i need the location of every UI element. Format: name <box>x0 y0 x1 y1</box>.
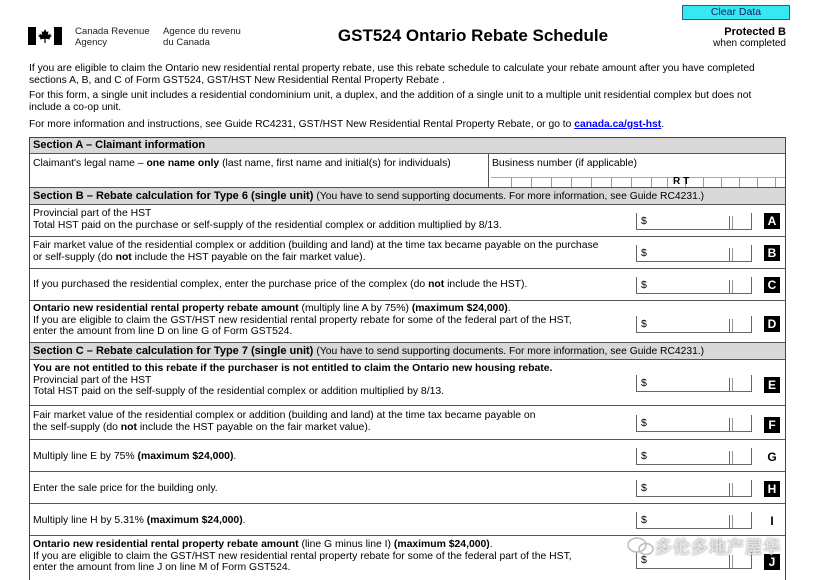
intro-paragraph-1: If you are eligible to claim the Ontario new residential rental property rebate, use this rebate schedule to calculate your rebate amount after you have completed sections A, B, and C of Form GST524, GST/HST New Residential Rental Property Rebate . <box>29 63 755 86</box>
canada-flag-icon <box>28 27 62 45</box>
line-c-input[interactable]: $ <box>636 277 752 294</box>
line-b-marker: B <box>764 245 780 261</box>
line-f-label: Fair market value of the residential complex or addition (building and land) at the time tax became payable on the self-supply (do not include the HST payable on the fair market value). <box>33 410 536 433</box>
line-c-row <box>30 269 786 301</box>
line-d-label: Ontario new residential rental property rebate amount (multiply line A by 75%) (maximum $24,000). If you are eligible to claim the GST/HST new residential rental property rebate for some of the federal part of the HST, enter the amount from line D on line G of Form GST524. <box>33 303 572 338</box>
protected-label: Protected B when completed <box>713 26 786 49</box>
claimant-name-label: Claimant's legal name – one name only (last name, first name and initial(s) for individuals) <box>33 158 451 169</box>
section-b-header: Section B – Rebate calculation for Type 6 (single unit) (You have to send supporting documents. For more information, see Guide RC4231.) <box>30 188 786 205</box>
line-a-marker: A <box>764 213 780 229</box>
line-g-row <box>30 440 786 472</box>
form-title: GST524 Ontario Rebate Schedule <box>337 26 609 45</box>
line-b-input[interactable]: $ <box>636 245 752 262</box>
line-g-input[interactable]: $ <box>636 448 752 465</box>
line-h-label: Enter the sale price for the building only. <box>33 483 218 494</box>
line-a-input[interactable]: $ <box>636 213 752 230</box>
business-number-label: Business number (if applicable) <box>492 158 637 169</box>
clear-data-button[interactable]: Clear Data <box>682 5 790 20</box>
line-c-label: If you purchased the residential complex, enter the purchase price of the complex (do not include the HST). <box>33 279 528 290</box>
line-e-row <box>30 360 786 406</box>
line-e-label: You are not entitled to this rebate if the purchaser is not entitled to claim the Ontario new housing rebate. Provincial part of the HST Total HST paid on the self-supply of the residential complex or addition multiplied by 8/13. <box>33 363 553 398</box>
agency-name-fr: Agence du revenu du Canada <box>163 26 241 48</box>
line-d-marker: D <box>764 316 780 332</box>
claimant-row <box>30 154 786 188</box>
section-a-header: Section A – Claimant information <box>30 138 786 154</box>
line-h-marker: H <box>764 481 780 497</box>
line-j-input[interactable]: $ <box>636 552 752 569</box>
agency-name-en: Canada Revenue Agency <box>75 26 150 48</box>
line-i-row <box>30 504 786 536</box>
watermark-text: 多伦多地产屋华 <box>655 538 781 557</box>
rt-label: RT <box>673 176 693 187</box>
line-e-marker: E <box>764 377 780 393</box>
intro-paragraph-3: For more information and instructions, see Guide RC4231, GST/HST New Residential Rental Property Rebate, or go to canada.ca/gst-hst. <box>29 119 665 130</box>
business-number-input[interactable] <box>491 177 786 186</box>
line-h-row <box>30 472 786 504</box>
line-g-marker: G <box>767 450 777 464</box>
line-i-marker: I <box>770 514 774 528</box>
line-b-row <box>30 237 786 269</box>
line-d-row <box>30 301 786 343</box>
line-f-input[interactable]: $ <box>636 415 752 432</box>
line-h-input[interactable]: $ <box>636 480 752 497</box>
line-j-marker: J <box>764 554 780 570</box>
line-e-input[interactable]: $ <box>636 375 752 392</box>
line-i-input[interactable]: $ <box>636 512 752 529</box>
line-i-label: Multiply line H by 5.31% (maximum $24,000). <box>33 515 246 526</box>
line-j-label: Ontario new residential rental property rebate amount (line G minus line I) (maximum $24,000). If you are eligible to claim the GST/HST new residential rental property rebate for some of the federal part of the HST, enter the amount from line J on line M of Form GST524. <box>33 539 572 574</box>
section-c-header: Section C – Rebate calculation for Type 7 (single unit) (You have to send supporting documents. For more information, see Guide RC4231.) <box>30 343 786 360</box>
line-g-label: Multiply line E by 75% (maximum $24,000). <box>33 451 237 462</box>
line-f-marker: F <box>764 417 780 433</box>
canada-ca-link[interactable]: canada.ca/gst-hst <box>574 119 662 130</box>
line-a-label: Provincial part of the HST Total HST paid on the purchase or self-supply of the residential complex or addition multiplied by 8/13. <box>33 208 502 231</box>
intro-paragraph-2: For this form, a single unit includes a residential condominium unit, a duplex, and the addition of a single unit to a multiple unit residential complex but does not include a co-op unit. <box>29 90 752 113</box>
line-d-input[interactable]: $ <box>636 316 752 333</box>
line-f-row <box>30 406 786 440</box>
rebate-form <box>29 137 786 580</box>
line-a-row <box>30 205 786 237</box>
line-b-label: Fair market value of the residential complex or addition (building and land) at the time tax became payable on the purchase or self-supply (do not include the HST payable on the fair market value). <box>33 240 599 263</box>
line-c-marker: C <box>764 277 780 293</box>
